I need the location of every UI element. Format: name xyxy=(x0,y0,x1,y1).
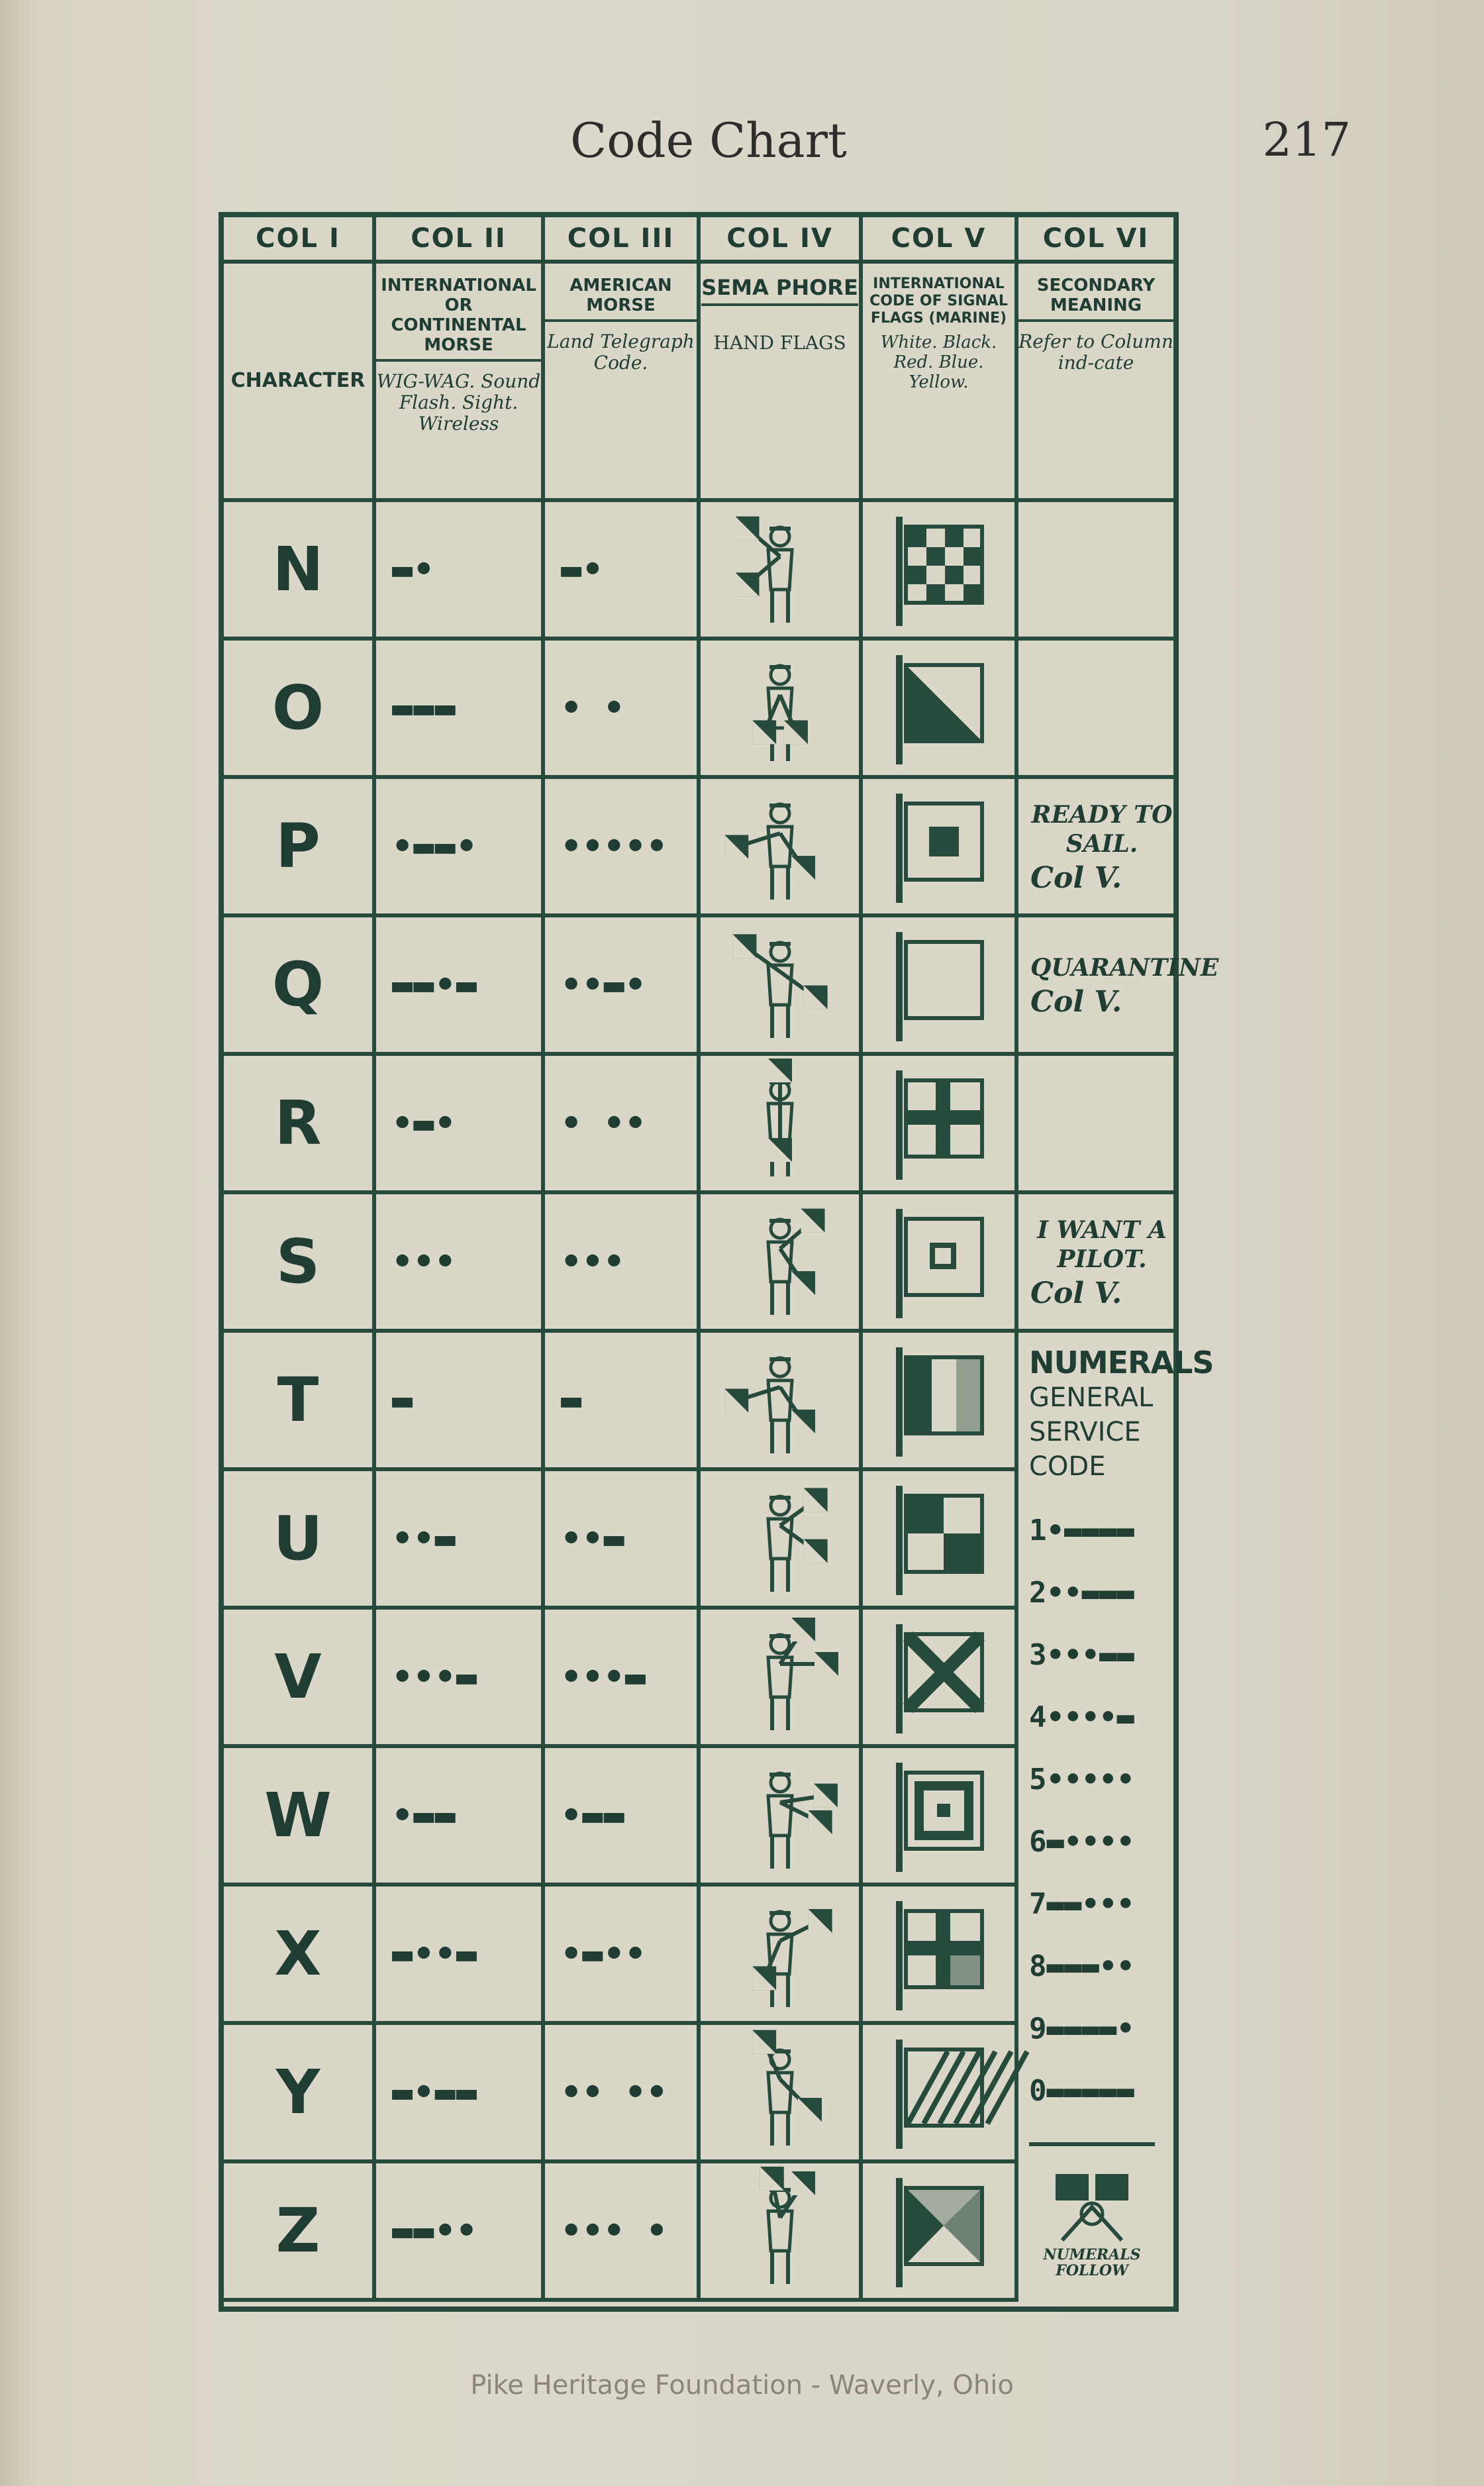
small-square-flag-icon xyxy=(883,1202,995,1321)
intl-morse-cell: ▬••▬ xyxy=(376,1887,545,2025)
char-cell: P xyxy=(224,779,376,917)
signal-flag-cell xyxy=(863,1887,1018,2025)
signal-flag-cell xyxy=(863,1610,1018,1748)
checkered-flag-icon xyxy=(883,510,995,629)
semaphore-cell xyxy=(701,1610,863,1748)
numeral-codes-list xyxy=(1029,1484,1134,2122)
intl-morse-cell: ••▬ xyxy=(376,1471,545,1610)
signal-flag-cell xyxy=(863,2025,1018,2163)
secondary-meaning-text: QUARANTINE xyxy=(1030,953,1219,982)
secondary-meaning-text: READY TO SAIL. xyxy=(1031,800,1173,858)
intl-morse-cell: ▬▬•• xyxy=(376,2163,545,2302)
char-cell: O xyxy=(224,641,376,779)
crossed-flags-icon xyxy=(1042,2167,1142,2247)
numeral-code-line: 2••▬▬▬ xyxy=(1029,1576,1134,1610)
col-2-subhead-text: INTERNATIONAL OR CONTINENTAL MORSE xyxy=(376,276,541,362)
american-morse-cell: ••• • xyxy=(545,2163,701,2302)
col-4-subhead-hand: HAND FLAGS xyxy=(713,332,846,354)
char-cell: X xyxy=(224,1887,376,2025)
code-chart-grid xyxy=(224,217,1219,2306)
cross-quartered-flag-icon xyxy=(883,1894,995,2014)
col-2-subhead xyxy=(376,264,545,502)
semaphore-cell xyxy=(701,502,863,641)
american-morse-cell: ••• xyxy=(545,1194,701,1333)
char-cell: T xyxy=(224,1333,376,1471)
intl-morse-cell: ▬•▬▬ xyxy=(376,2025,545,2163)
semaphore-y-icon xyxy=(714,2033,846,2152)
american-morse-cell: • •• xyxy=(545,1056,701,1194)
american-morse-cell: ▬ xyxy=(545,1333,701,1471)
semaphore-r-icon xyxy=(714,1064,846,1183)
american-morse-cell: ••▬• xyxy=(545,917,701,1056)
secondary-meaning-cell xyxy=(1018,779,1173,917)
signal-flag-cell xyxy=(863,502,1018,641)
signal-flag-cell xyxy=(863,1333,1018,1471)
numeral-code-line: 4••••▬ xyxy=(1029,1700,1134,1734)
numeral-code-line: 1•▬▬▬▬ xyxy=(1029,1514,1134,1547)
semaphore-q-icon xyxy=(714,925,846,1045)
numeral-code-line: 6▬•••• xyxy=(1029,1825,1134,1859)
col-3-head: COL III xyxy=(545,217,701,264)
nested-square-flag-icon xyxy=(883,1756,995,1875)
char-cell: S xyxy=(224,1194,376,1333)
col-1-subhead xyxy=(224,264,376,502)
intl-morse-cell: ▬▬•▬ xyxy=(376,917,545,1056)
col-6-subhead-hand: Refer to Column ind-cate xyxy=(1018,331,1173,374)
secondary-meaning-ref: Col V. xyxy=(1030,1276,1122,1310)
col-4-subhead xyxy=(701,264,863,502)
diagonal-flag-icon xyxy=(883,648,995,768)
semaphore-u-icon xyxy=(714,1479,846,1598)
intl-morse-cell: ▬ xyxy=(376,1333,545,1471)
american-morse-cell: • • xyxy=(545,641,701,779)
numerals-follow-flag xyxy=(1029,2142,1155,2279)
col-5-subhead-text: INTERNATIONAL CODE OF SIGNAL FLAGS (MARINE) xyxy=(869,276,1008,327)
signal-flag-cell xyxy=(863,1194,1018,1333)
semaphore-x-icon xyxy=(714,1894,846,2014)
semaphore-cell xyxy=(701,1471,863,1610)
secondary-meaning-cell xyxy=(1018,641,1173,779)
intl-morse-cell: ••• xyxy=(376,1194,545,1333)
american-morse-cell: ▬• xyxy=(545,502,701,641)
semaphore-cell xyxy=(701,641,863,779)
plain-flag-icon xyxy=(883,925,995,1045)
numerals-subtitle-2: SERVICE xyxy=(1029,1417,1141,1447)
page-title: Code Chart xyxy=(570,113,847,168)
signal-flag-cell xyxy=(863,2163,1018,2302)
col-2-head: COL II xyxy=(376,217,545,264)
col-4-subhead-text: SEMA PHORE xyxy=(701,276,858,306)
semaphore-s-icon xyxy=(714,1202,846,1321)
col-1-head: COL I xyxy=(224,217,376,264)
semaphore-p-icon xyxy=(714,787,846,906)
semaphore-v-icon xyxy=(714,1618,846,1737)
char-cell: Q xyxy=(224,917,376,1056)
tricolor-flag-icon xyxy=(883,1341,995,1460)
col-3-subhead xyxy=(545,264,701,502)
semaphore-cell xyxy=(701,2025,863,2163)
intl-morse-cell: •••▬ xyxy=(376,1610,545,1748)
semaphore-cell xyxy=(701,917,863,1056)
secondary-meaning-cell xyxy=(1018,1056,1173,1194)
numerals-subtitle-1: GENERAL xyxy=(1029,1382,1154,1413)
col-6-head: COL VI xyxy=(1018,217,1173,264)
char-cell: W xyxy=(224,1748,376,1887)
signal-flag-cell xyxy=(863,641,1018,779)
numeral-code-line: 5••••• xyxy=(1029,1763,1134,1796)
char-cell: Z xyxy=(224,2163,376,2302)
numerals-title: NUMERALS xyxy=(1029,1345,1214,1380)
signal-flag-cell xyxy=(863,1056,1018,1194)
col-1-subhead-text: CHARACTER xyxy=(230,369,366,392)
numeral-code-line: 9▬▬▬▬• xyxy=(1029,2012,1134,2046)
col-3-subhead-text: AMERICAN MORSE xyxy=(545,276,697,322)
american-morse-cell: ••••• xyxy=(545,779,701,917)
code-chart-table xyxy=(219,212,1219,2312)
american-morse-cell: ••▬ xyxy=(545,1471,701,1610)
intl-morse-cell: ▬• xyxy=(376,502,545,641)
triangles-flag-icon xyxy=(883,2171,995,2291)
secondary-meaning-cell xyxy=(1018,502,1173,641)
numerals-follow-label: NUMERALS FOLLOW xyxy=(1043,2246,1141,2279)
footer-credit: Pike Heritage Foundation - Waverly, Ohio xyxy=(470,2370,1014,2401)
numeral-code-line: 8▬▬▬•• xyxy=(1029,1949,1134,1983)
intl-morse-cell: •▬▬ xyxy=(376,1748,545,1887)
american-morse-cell: •••▬ xyxy=(545,1610,701,1748)
char-cell: N xyxy=(224,502,376,641)
intl-morse-cell: ▬▬▬ xyxy=(376,641,545,779)
secondary-meaning-ref: Col V. xyxy=(1030,860,1122,895)
char-cell: U xyxy=(224,1471,376,1610)
signal-flag-cell xyxy=(863,1471,1018,1610)
col-5-head: COL V xyxy=(863,217,1018,264)
semaphore-cell xyxy=(701,1056,863,1194)
numerals-block xyxy=(1018,1333,1214,2302)
quartered-flag-icon xyxy=(883,1479,995,1598)
numeral-code-line: 7▬▬••• xyxy=(1029,1887,1134,1921)
char-cell: V xyxy=(224,1610,376,1748)
secondary-meaning-ref: Col V. xyxy=(1030,984,1122,1019)
numeral-code-line: 0▬▬▬▬▬ xyxy=(1029,2074,1134,2108)
numeral-code-line: 3•••▬▬ xyxy=(1029,1638,1134,1672)
semaphore-z-icon xyxy=(714,2171,846,2291)
american-morse-cell: •• •• xyxy=(545,2025,701,2163)
semaphore-w-icon xyxy=(714,1756,846,1875)
char-cell: Y xyxy=(224,2025,376,2163)
diagonal-stripes-flag-icon xyxy=(883,2033,995,2152)
intl-morse-cell: •▬▬• xyxy=(376,779,545,917)
semaphore-t-icon xyxy=(714,1341,846,1460)
semaphore-cell xyxy=(701,2163,863,2302)
col-6-subhead-text: SECONDARY MEANING xyxy=(1018,276,1173,322)
square-center-flag-icon xyxy=(883,787,995,906)
semaphore-n-icon xyxy=(714,510,846,629)
secondary-meaning-text: I WANT A PILOT. xyxy=(1037,1216,1167,1273)
cross-flag-icon xyxy=(883,1064,995,1183)
secondary-meaning-cell xyxy=(1018,1194,1173,1333)
semaphore-o-icon xyxy=(714,648,846,768)
american-morse-cell: •▬▬ xyxy=(545,1748,701,1887)
col-5-subhead xyxy=(863,264,1018,502)
intl-morse-cell: •▬• xyxy=(376,1056,545,1194)
semaphore-cell xyxy=(701,1748,863,1887)
saltire-flag-icon xyxy=(883,1618,995,1737)
signal-flag-cell xyxy=(863,917,1018,1056)
signal-flag-cell xyxy=(863,779,1018,917)
semaphore-cell xyxy=(701,1887,863,2025)
numerals-subtitle-3: CODE xyxy=(1029,1451,1106,1482)
col-4-head: COL IV xyxy=(701,217,863,264)
char-cell: R xyxy=(224,1056,376,1194)
col-5-subhead-hand: White. Black. Red. Blue. Yellow. xyxy=(880,333,997,392)
american-morse-cell: •▬•• xyxy=(545,1887,701,2025)
signal-flag-cell xyxy=(863,1748,1018,1887)
semaphore-cell xyxy=(701,779,863,917)
page-number: 217 xyxy=(1262,113,1351,167)
secondary-meaning-cell xyxy=(1018,917,1219,1056)
col-6-subhead xyxy=(1018,264,1173,502)
col-3-subhead-hand: Land Telegraph Code. xyxy=(547,331,695,374)
col-2-subhead-hand: WIG-WAG. Sound Flash. Sight. Wireless xyxy=(376,370,541,435)
semaphore-cell xyxy=(701,1194,863,1333)
semaphore-cell xyxy=(701,1333,863,1471)
